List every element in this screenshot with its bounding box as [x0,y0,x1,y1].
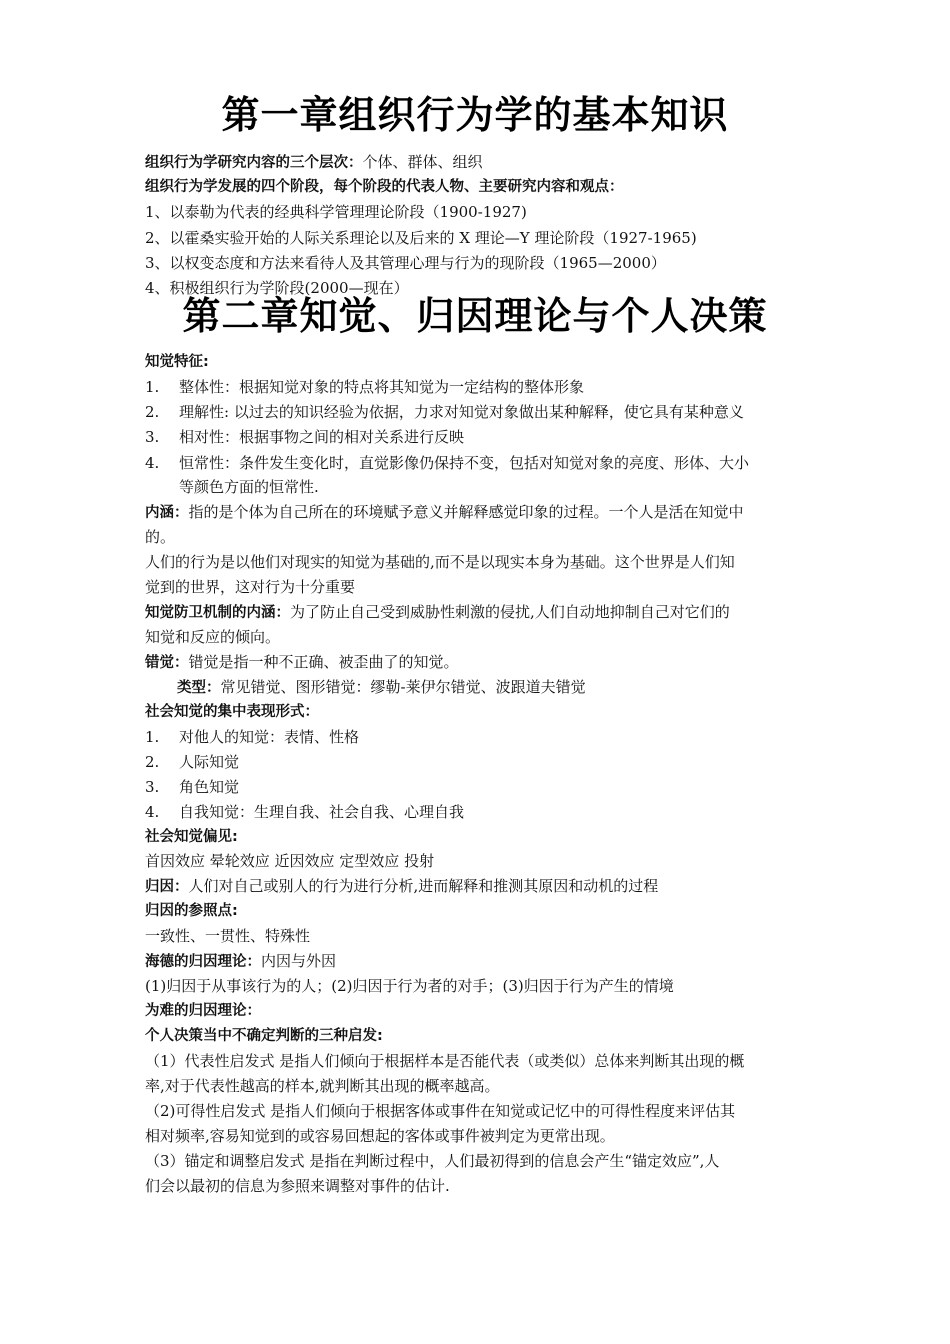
illusion-types-line [177,677,586,698]
stage-item-1: 1、以泰勒为代表的经典科学管理理论阶段（1900-1927) [145,203,527,221]
heuristic-2-line-2: 相对频率,容易知觉到的或容易回想起的客体或事件被判定为更常出现。 [145,1127,615,1145]
list-number: 1. [145,728,160,746]
levels-line [145,152,483,173]
stages-label: 组织行为学发展的四个阶段，每个阶段的代表人物、主要研究内容和观点： [145,179,624,195]
feature-text: 恒常性：条件发生变化时，直觉影像仍保持不变，包括对知觉对象的亮度、形体、大小 [179,454,750,472]
chapter2-title: 第二章知觉、归因理论与个人决策 [182,294,768,338]
feature4-continuation: 等颜色方面的恒常性. [179,478,319,496]
difficult-attribution-label: 为难的归因理论： [145,1003,261,1019]
bias-text: 首因效应 晕轮效应 近因效应 定型效应 投射 [145,852,435,870]
illusion-line [145,652,459,673]
social-form-text: 人际知觉 [179,753,240,771]
feature-item [145,427,464,447]
reference-label: 归因的参照点: [145,903,238,919]
social-form-text: 对他人的知觉：表情、性格 [179,728,360,746]
attribution-line [145,876,658,897]
heuristic-3-line-2: 们会以最初的信息为参照来调整对事件的估计. [145,1177,450,1195]
behavior-line-1: 人们的行为是以他们对现实的知觉为基础的,而不是以现实本身为基础。这个世界是人们知 [145,553,735,571]
social-form-item [145,802,464,822]
features-label: 知觉特征: [145,354,209,370]
feature-item [145,377,584,397]
stage-item-4: 4、积极组织行为学阶段(2000—现在） [145,279,409,297]
chapter1-title: 第一章组织行为学的基本知识 [221,93,729,137]
defense-label: 知觉防卫机制的内涵： [145,605,290,621]
stage-item-2: 2、以霍桑实验开始的人际关系理论以及后来的 X 理论—Y 理论阶段（1927-1965) [145,229,697,247]
reference-text: 一致性、一贯性、特殊性 [145,927,311,945]
behavior-line-2: 觉到的世界，这对行为十分重要 [145,578,356,596]
stage-item-3: 3、以权变态度和方法来看待人及其管理心理与行为的现阶段（1965—2000） [145,254,666,272]
social-form-item [145,777,239,797]
connotation-continuation: 的。 [145,528,176,546]
heuristics-label: 个人决策当中不确定判断的三种启发: [145,1028,383,1044]
list-number: 3. [145,778,160,796]
heuristic-1-line-1: （1）代表性启发式 是指人们倾向于根据样本是否能代表（或类似）总体来判断其出现的概 [145,1052,745,1070]
feature-item [145,402,744,422]
illusion-label: 错觉： [145,655,189,671]
feature-text: 整体性：根据知觉对象的特点将其知觉为一定结构的整体形象 [179,378,585,396]
heider-line [145,951,336,972]
defense-line [145,602,730,623]
social-form-text: 角色知觉 [179,778,240,796]
list-number: 2. [145,753,160,771]
heuristic-1-line-2: 率,对于代表性越高的样本,就判断其出现的概率越高。 [145,1077,500,1095]
types-text: 常见错觉、图形错觉：缪勒-莱伊尔错觉、波跟道夫错觉 [220,678,586,696]
levels-label: 组织行为学研究内容的三个层次： [145,155,363,171]
list-number: 1. [145,378,160,396]
heider-label: 海德的归因理论： [145,954,261,970]
defense-text: 为了防止自己受到威胁性刺激的侵扰,人们自动地抑制自己对它们的 [290,603,730,621]
defense-continuation: 知觉和反应的倾向。 [145,628,281,646]
three-attribution-line: (1)归因于从事该行为的人；(2)归因于行为者的对手；(3)归因于行为产生的情境 [145,977,674,995]
list-number: 4. [145,454,160,472]
connotation-label: 内涵： [145,505,189,521]
social-form-item [145,727,359,747]
feature-item [145,453,749,473]
list-number: 3. [145,428,160,446]
levels-text: 个体、群体、组织 [362,153,483,171]
attribution-text: 人们对自己或别人的行为进行分析,进而解释和推测其原因和动机的过程 [188,877,659,895]
list-number: 2. [145,403,160,421]
social-form-text: 自我知觉：生理自我、社会自我、心理自我 [179,803,465,821]
heuristic-2-line-1: （2)可得性启发式 是指人们倾向于根据客体或事件在知觉或记忆中的可得性程度来评估其 [145,1102,736,1120]
heider-text: 内因与外因 [261,952,337,970]
list-number: 4. [145,803,160,821]
connotation-line [145,502,744,523]
connotation-text: 指的是个体为自己所在的环境赋予意义并解释感觉印象的过程。一个人是活在知觉中 [188,503,744,521]
heuristic-3-line-1: （3）锚定和调整启发式 是指在判断过程中，人们最初得到的信息会产生“锚定效应”,人 [145,1152,720,1170]
feature-text: 相对性：根据事物之间的相对关系进行反映 [179,428,465,446]
types-label: 类型： [177,680,221,696]
bias-label: 社会知觉偏见: [145,829,238,845]
attribution-label: 归因： [145,879,189,895]
feature-text: 理解性: 以过去的知识经验为依据，力求对知觉对象做出某种解释，使它具有某种意义 [179,403,744,421]
social-forms-label: 社会知觉的集中表现形式： [145,704,319,720]
illusion-text: 错觉是指一种不正确、被歪曲了的知觉。 [188,653,459,671]
social-form-item [145,752,239,772]
